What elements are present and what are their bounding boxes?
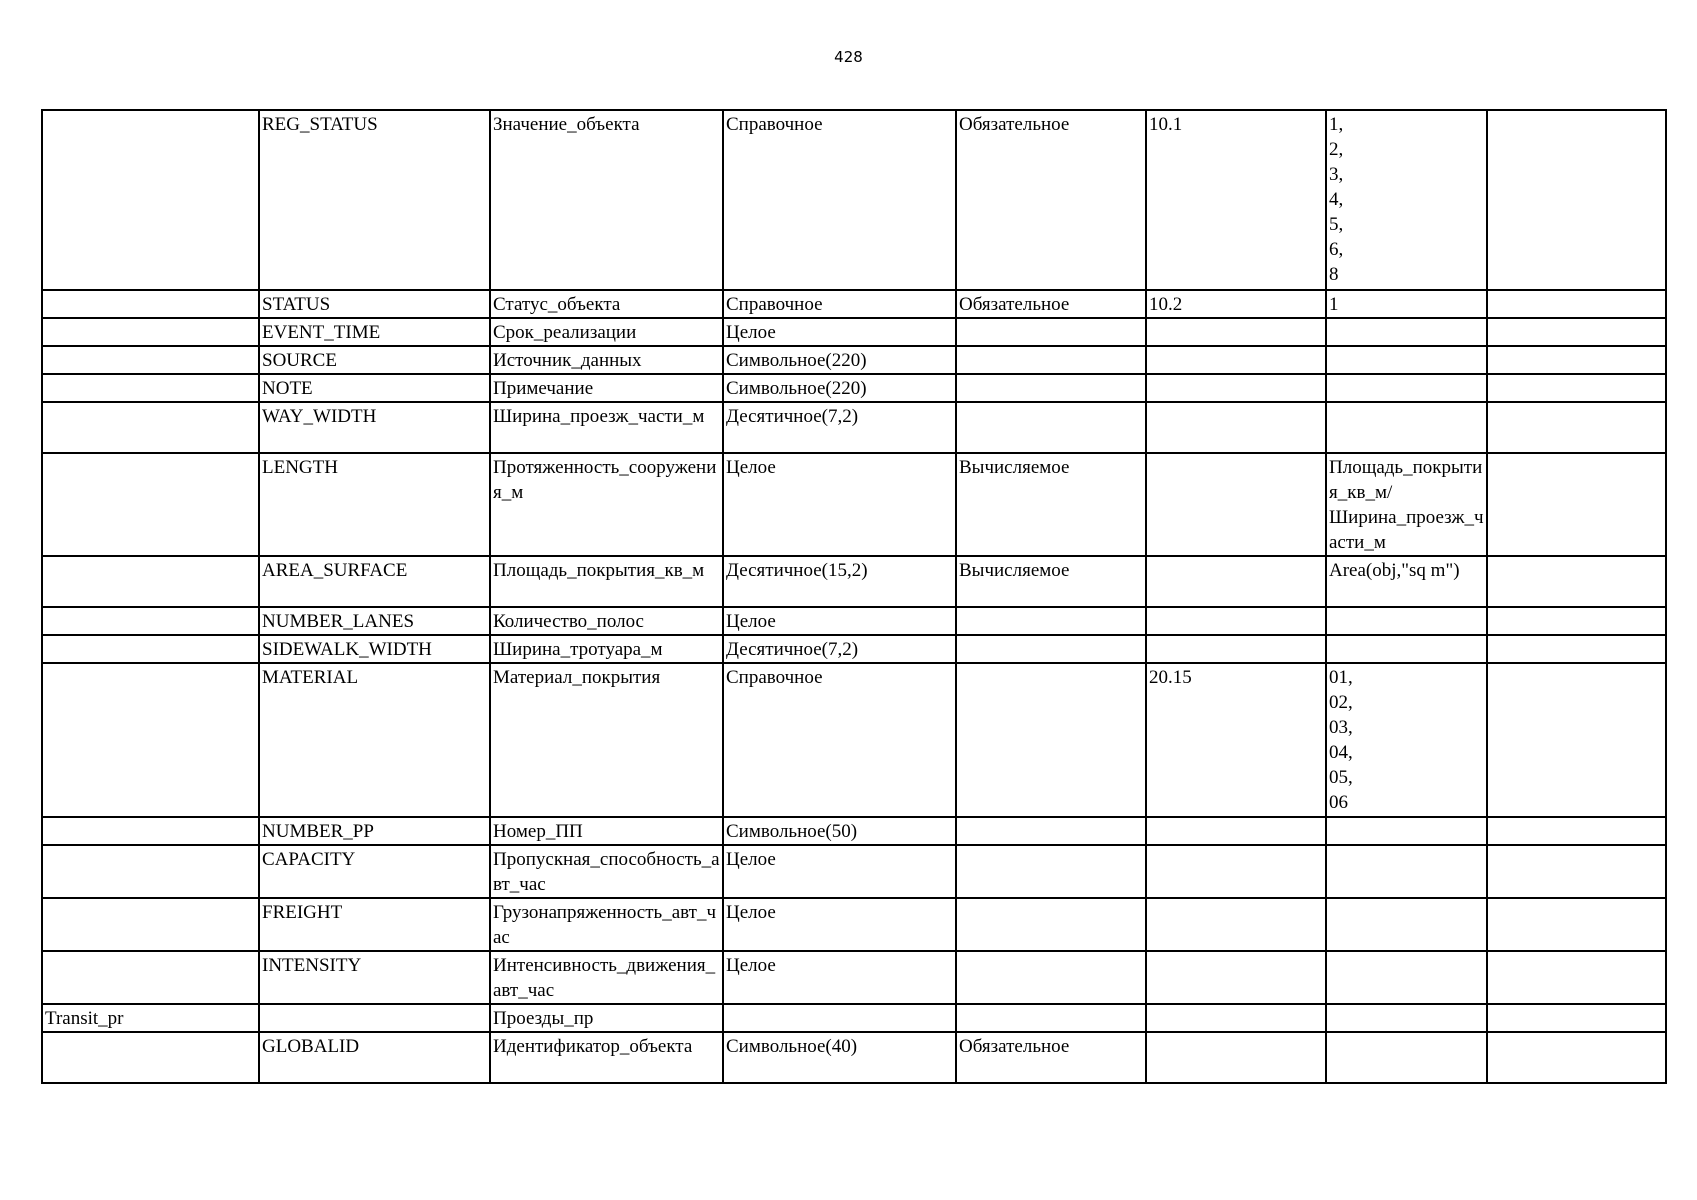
- note-cell: [1487, 635, 1666, 663]
- table-row: [42, 374, 1666, 402]
- field-alias-cell: Статус_объекта: [490, 290, 723, 318]
- reference-cell: 10.1: [1146, 110, 1326, 290]
- table-row: [42, 663, 1666, 817]
- layer-cell: [42, 845, 259, 898]
- field-alias-cell: Интенсивность_движения_авт_час: [490, 951, 723, 1004]
- values-cell: [1326, 402, 1487, 453]
- requirement-cell: Обязательное: [956, 1032, 1146, 1083]
- field-alias-cell: Источник_данных: [490, 346, 723, 374]
- note-cell: [1487, 951, 1666, 1004]
- note-cell: [1487, 845, 1666, 898]
- field-name-cell: SIDEWALK_WIDTH: [259, 635, 490, 663]
- values-cell: 01, 02, 03, 04, 05, 06: [1326, 663, 1487, 817]
- table-row: [42, 318, 1666, 346]
- table-row: [42, 635, 1666, 663]
- layer-cell: [42, 402, 259, 453]
- field-name-cell: FREIGHT: [259, 898, 490, 951]
- layer-cell: [42, 607, 259, 635]
- values-cell: [1326, 898, 1487, 951]
- layer-cell: [42, 110, 259, 290]
- reference-cell: [1146, 845, 1326, 898]
- field-alias-cell: Площадь_покрытия_кв_м: [490, 556, 723, 607]
- field-alias-cell: Пропускная_способность_авт_час: [490, 845, 723, 898]
- field-alias-cell: Протяженность_сооружения_м: [490, 453, 723, 556]
- field-alias-cell: Идентификатор_объекта: [490, 1032, 723, 1083]
- reference-cell: [1146, 318, 1326, 346]
- note-cell: [1487, 607, 1666, 635]
- requirement-cell: [956, 346, 1146, 374]
- layer-cell: Transit_pr: [42, 1004, 259, 1032]
- field-alias-cell: Проезды_пр: [490, 1004, 723, 1032]
- requirement-cell: [956, 635, 1146, 663]
- table-row: [42, 951, 1666, 1004]
- reference-cell: 10.2: [1146, 290, 1326, 318]
- note-cell: [1487, 290, 1666, 318]
- field-name-cell: INTENSITY: [259, 951, 490, 1004]
- requirement-cell: [956, 817, 1146, 845]
- field-name-cell: [259, 1004, 490, 1032]
- reference-cell: [1146, 556, 1326, 607]
- requirement-cell: Вычисляемое: [956, 556, 1146, 607]
- data-type-cell: Целое: [723, 898, 956, 951]
- requirement-cell: [956, 898, 1146, 951]
- field-name-cell: LENGTH: [259, 453, 490, 556]
- reference-cell: 20.15: [1146, 663, 1326, 817]
- attribute-table: [41, 109, 1667, 1084]
- requirement-cell: [956, 845, 1146, 898]
- field-name-cell: WAY_WIDTH: [259, 402, 490, 453]
- data-type-cell: Справочное: [723, 290, 956, 318]
- layer-cell: [42, 453, 259, 556]
- table-row: [42, 817, 1666, 845]
- table-row: [42, 346, 1666, 374]
- layer-cell: [42, 898, 259, 951]
- table-row: [42, 898, 1666, 951]
- table-row: [42, 607, 1666, 635]
- values-cell: Площадь_покрытия_кв_м/Ширина_проезж_части_м: [1326, 453, 1487, 556]
- table-row: [42, 453, 1666, 556]
- layer-cell: [42, 635, 259, 663]
- layer-cell: [42, 556, 259, 607]
- requirement-cell: Обязательное: [956, 110, 1146, 290]
- requirement-cell: Вычисляемое: [956, 453, 1146, 556]
- reference-cell: [1146, 402, 1326, 453]
- layer-cell: [42, 290, 259, 318]
- table-row: [42, 1004, 1666, 1032]
- note-cell: [1487, 898, 1666, 951]
- reference-cell: [1146, 1004, 1326, 1032]
- data-type-cell: Символьное(50): [723, 817, 956, 845]
- values-cell: Area(obj,"sq m"): [1326, 556, 1487, 607]
- note-cell: [1487, 1032, 1666, 1083]
- note-cell: [1487, 346, 1666, 374]
- data-type-cell: Десятичное(7,2): [723, 635, 956, 663]
- requirement-cell: [956, 951, 1146, 1004]
- note-cell: [1487, 402, 1666, 453]
- values-cell: [1326, 346, 1487, 374]
- field-alias-cell: Срок_реализации: [490, 318, 723, 346]
- field-alias-cell: Грузонапряженность_авт_час: [490, 898, 723, 951]
- reference-cell: [1146, 1032, 1326, 1083]
- field-name-cell: NUMBER_LANES: [259, 607, 490, 635]
- values-cell: [1326, 1032, 1487, 1083]
- requirement-cell: [956, 374, 1146, 402]
- reference-cell: [1146, 453, 1326, 556]
- layer-cell: [42, 318, 259, 346]
- data-type-cell: Символьное(40): [723, 1032, 956, 1083]
- note-cell: [1487, 374, 1666, 402]
- data-type-cell: Целое: [723, 607, 956, 635]
- data-type-cell: Справочное: [723, 110, 956, 290]
- field-alias-cell: Значение_объекта: [490, 110, 723, 290]
- data-type-cell: Символьное(220): [723, 346, 956, 374]
- values-cell: [1326, 374, 1487, 402]
- table-row: [42, 845, 1666, 898]
- note-cell: [1487, 663, 1666, 817]
- note-cell: [1487, 453, 1666, 556]
- note-cell: [1487, 817, 1666, 845]
- layer-cell: [42, 374, 259, 402]
- table-row: [42, 1032, 1666, 1083]
- field-name-cell: REG_STATUS: [259, 110, 490, 290]
- values-cell: [1326, 817, 1487, 845]
- reference-cell: [1146, 607, 1326, 635]
- values-cell: [1326, 1004, 1487, 1032]
- field-alias-cell: Материал_покрытия: [490, 663, 723, 817]
- reference-cell: [1146, 951, 1326, 1004]
- data-type-cell: Целое: [723, 845, 956, 898]
- reference-cell: [1146, 817, 1326, 845]
- reference-cell: [1146, 374, 1326, 402]
- field-name-cell: STATUS: [259, 290, 490, 318]
- note-cell: [1487, 556, 1666, 607]
- field-alias-cell: Количество_полос: [490, 607, 723, 635]
- note-cell: [1487, 110, 1666, 290]
- field-name-cell: CAPACITY: [259, 845, 490, 898]
- field-name-cell: NUMBER_PP: [259, 817, 490, 845]
- layer-cell: [42, 1032, 259, 1083]
- field-name-cell: NOTE: [259, 374, 490, 402]
- values-cell: 1: [1326, 290, 1487, 318]
- field-alias-cell: Ширина_тротуара_м: [490, 635, 723, 663]
- data-type-cell: Целое: [723, 951, 956, 1004]
- requirement-cell: [956, 663, 1146, 817]
- field-name-cell: MATERIAL: [259, 663, 490, 817]
- layer-cell: [42, 951, 259, 1004]
- reference-cell: [1146, 346, 1326, 374]
- page-number: 428: [834, 48, 863, 66]
- field-alias-cell: Ширина_проезж_части_м: [490, 402, 723, 453]
- requirement-cell: [956, 318, 1146, 346]
- table-row: [42, 110, 1666, 290]
- table-row: [42, 402, 1666, 453]
- values-cell: [1326, 318, 1487, 346]
- layer-cell: [42, 817, 259, 845]
- values-cell: [1326, 635, 1487, 663]
- layer-cell: [42, 346, 259, 374]
- data-type-cell: Целое: [723, 453, 956, 556]
- data-type-cell: [723, 1004, 956, 1032]
- field-alias-cell: Примечание: [490, 374, 723, 402]
- field-name-cell: AREA_SURFACE: [259, 556, 490, 607]
- note-cell: [1487, 318, 1666, 346]
- data-type-cell: Символьное(220): [723, 374, 956, 402]
- reference-cell: [1146, 635, 1326, 663]
- field-name-cell: SOURCE: [259, 346, 490, 374]
- requirement-cell: [956, 1004, 1146, 1032]
- field-alias-cell: Номер_ПП: [490, 817, 723, 845]
- field-name-cell: GLOBALID: [259, 1032, 490, 1083]
- data-type-cell: Справочное: [723, 663, 956, 817]
- data-type-cell: Десятичное(15,2): [723, 556, 956, 607]
- requirement-cell: [956, 607, 1146, 635]
- requirement-cell: Обязательное: [956, 290, 1146, 318]
- data-type-cell: Десятичное(7,2): [723, 402, 956, 453]
- reference-cell: [1146, 898, 1326, 951]
- values-cell: [1326, 951, 1487, 1004]
- field-name-cell: EVENT_TIME: [259, 318, 490, 346]
- data-type-cell: Целое: [723, 318, 956, 346]
- values-cell: [1326, 845, 1487, 898]
- requirement-cell: [956, 402, 1146, 453]
- table-row: [42, 556, 1666, 607]
- values-cell: 1, 2, 3, 4, 5, 6, 8: [1326, 110, 1487, 290]
- note-cell: [1487, 1004, 1666, 1032]
- layer-cell: [42, 663, 259, 817]
- table-row: [42, 290, 1666, 318]
- values-cell: [1326, 607, 1487, 635]
